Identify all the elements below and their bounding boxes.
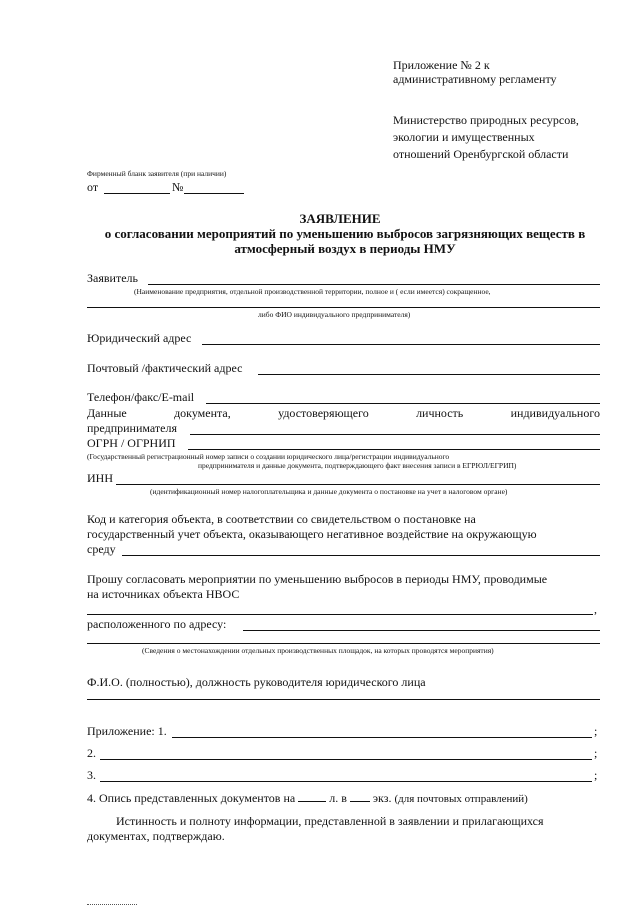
postal-address-label: Почтовый /фактический адрес — [87, 361, 243, 375]
id-doc-word-5: индивидуального — [510, 406, 600, 420]
attachment-2-label: 2. — [87, 746, 96, 760]
head-field[interactable] — [87, 699, 600, 700]
ministry-line-1: Министерство природных ресурсов, — [393, 113, 579, 127]
phone-label: Телефон/факс/E-mail — [87, 390, 195, 404]
ministry-line-2: экологии и имущественных — [393, 130, 535, 144]
inventory-copies-label: экз. — [372, 791, 392, 805]
object-code-line-2: государственный учет объекта, оказывающего негативное воздействие на окружающую — [87, 527, 537, 541]
number-label: № — [172, 180, 184, 194]
ogrn-hint-1: (Государственный регистрационный номер записи о создании юридического лица/регистрации индивидуального — [87, 452, 450, 461]
ogrn-hint-2: предпринимателя и данные документа, подтверждающего факт внесения записи в ЕГРЮЛ/ЕГРИП) — [198, 461, 517, 470]
id-document-label — [87, 406, 600, 420]
appendix-label — [393, 58, 557, 86]
letterhead-label: Фирменный бланк заявителя (при наличии) — [87, 169, 227, 178]
inventory-text: 4. Опись представленных документов на — [87, 791, 296, 805]
request-sources-field[interactable] — [87, 614, 593, 615]
located-field[interactable] — [243, 630, 600, 631]
document-title: ЗАЯВЛЕНИЕ — [299, 211, 381, 226]
ministry-block — [393, 112, 579, 163]
inn-label: ИНН — [87, 471, 113, 485]
id-doc-word-3: удостоверяющего — [278, 406, 369, 420]
applicant-field[interactable] — [148, 284, 600, 285]
applicant-label: Заявитель — [87, 271, 138, 285]
id-doc-word-4: личность — [416, 406, 464, 420]
request-comma: , — [594, 602, 597, 616]
date-field[interactable] — [104, 193, 170, 194]
attachment-1-semicolon: ; — [594, 724, 598, 738]
inn-field[interactable] — [116, 484, 600, 485]
id-document-label-2: предпринимателя — [87, 421, 177, 435]
postal-address-field[interactable] — [258, 374, 600, 375]
attachment-1-label: Приложение: 1. — [87, 724, 167, 738]
attachment-3-label: 3. — [87, 768, 96, 782]
head-label: Ф.И.О. (полностью), должность руководителя юридического лица — [87, 675, 426, 689]
id-doc-word-1: Данные — [87, 406, 127, 420]
ogrn-field[interactable] — [188, 449, 600, 450]
footer-separator — [87, 904, 137, 905]
attachment-1-field[interactable] — [172, 737, 592, 738]
id-document-field[interactable] — [190, 434, 600, 435]
inventory-copies-field[interactable] — [350, 791, 370, 802]
applicant-field-2[interactable] — [87, 307, 600, 308]
attachment-2-field[interactable] — [100, 759, 592, 760]
confirmation-line-1: Истинность и полноту информации, представленной в заявлении и прилагающихся — [116, 814, 544, 828]
number-field[interactable] — [184, 193, 244, 194]
request-line-1: Прошу согласовать мероприятии по уменьшению выбросов в периоды НМУ, проводимые — [87, 572, 548, 586]
object-code-line-1: Код и категория объекта, в соответствии со свидетельством о постановке на — [87, 512, 476, 526]
located-label: расположенного по адресу: — [87, 617, 227, 631]
document-subtitle-1: о согласовании мероприятий по уменьшению выбросов загрязняющих веществ в — [104, 226, 586, 241]
phone-field[interactable] — [206, 403, 600, 404]
applicant-hint-1: (Наименование предприятия, отдельной производственной территории, полное и ( если имеется) сокращенное, — [134, 287, 491, 296]
document-subtitle-2: атмосферный воздух в периоды НМУ — [234, 241, 456, 256]
located-field-2[interactable] — [87, 643, 600, 644]
inventory-pages-field[interactable] — [298, 791, 326, 802]
request-line-2: на источниках объекта НВОС — [87, 587, 240, 601]
confirmation-line-2: документах, подтверждаю. — [87, 829, 225, 843]
attachment-2-semicolon: ; — [594, 746, 598, 760]
attachment-3-semicolon: ; — [594, 768, 598, 782]
from-label: от — [87, 180, 99, 194]
inventory-pages-label: л. в — [329, 791, 347, 805]
appendix-line-2: административному регламенту — [393, 72, 557, 86]
inn-hint: (идентификационный номер налогоплательщика и данные документа о постановке на учет в налоговом органе) — [150, 487, 508, 496]
appendix-line-1: Приложение № 2 к — [393, 58, 490, 72]
inventory-label — [87, 791, 528, 806]
ogrn-label: ОГРН / ОГРНИП — [87, 436, 176, 450]
attachment-3-field[interactable] — [100, 781, 592, 782]
legal-address-field[interactable] — [202, 344, 600, 345]
applicant-hint-2: либо ФИО индивидуального предпринимателя) — [258, 310, 411, 319]
located-hint: (Сведения о местонахождении отдельных производственных площадок, на которых проводятся мероприятия) — [142, 646, 494, 655]
object-code-field[interactable] — [122, 555, 600, 556]
ministry-line-3: отношений Оренбургской области — [393, 147, 569, 161]
object-code-line-3: среду — [87, 542, 116, 556]
id-doc-word-2: документа, — [174, 406, 231, 420]
legal-address-label: Юридический адрес — [87, 331, 192, 345]
inventory-hint: (для почтовых отправлений) — [394, 793, 528, 805]
